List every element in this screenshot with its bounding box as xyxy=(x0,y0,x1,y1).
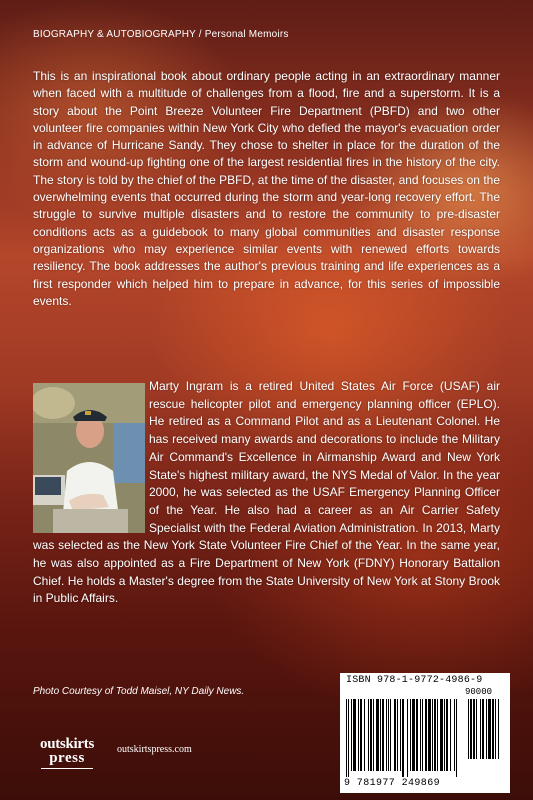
author-bio: Marty Ingram is a retired United States Air Force (USAF) air rescue helicopter pilot and emergency planning officer (EPLO). He retired as a Command Pilot and as a Lieutenant Colonel. He has received many awards and decorations to include the Military Air Command's Excellence in Airmanship Award and New York State's highest military award, the NYS Medal of Valor. In the year 2000, he was selected as the USAF Emergency Planning Officer of the Year. He also had a career as an Air Carrier Safety Specialist with the Federal Aviation Administration. In 2013, Marty was selected as the New York State Volunteer Fire Chief of the Year. In the same year, he was also appointed as a Fire Department of New York (FDNY) Honorary Battalion Chief. He holds a Master's degree from the State University of New York at Stony Brook in Public Affairs. xyxy=(33,379,500,606)
ean-digits: 9 781977 249869 xyxy=(344,778,441,789)
isbn-number: ISBN 978-1-9772-4986-9 xyxy=(346,675,483,686)
book-description: This is an inspirational book about ordinary people acting in an extraordinary manner when faced with a multitude of challenges from a flood, fire and a superstorm. It is a story about the Point Breeze Volunteer Fire Department (PBFD) and two other volunteer fire companies within New York City who defied the mayor's evacuation order in advance of Hurricane Sandy. They chose to shelter in place for the duration of the storm and wound-up fighting one of the largest residential fires in the history of the city. The story is told by the chief of the PBFD, at the time of the disaster, and focuses on the overwhelming events that occurred during the storm and year-long recovery effort. The struggle to survive multiple disasters and to restore the community to pre-disaster conditions acts as a guidebook to many global communities and disaster response organizations who may experience similar events with renewed efforts towards resiliency. The book addresses the author's previous training and life experiences as a first responder which helped him to prepare in advance, for this series of impossible events. xyxy=(33,69,500,308)
publisher-logo-line2: press xyxy=(49,750,85,766)
publisher-url: outskirtspress.com xyxy=(117,744,192,755)
addon-bars xyxy=(468,699,504,765)
price-code: 90000 xyxy=(465,687,493,697)
ean-bars xyxy=(346,699,458,777)
publisher-logo-rule xyxy=(41,768,93,769)
publisher-logo-line1: outskirts xyxy=(40,736,94,752)
isbn-barcode xyxy=(340,673,510,793)
photo-credit: Photo Courtesy of Todd Maisel, NY Daily News. xyxy=(33,686,245,697)
publisher-logo xyxy=(33,737,101,769)
category-label: BIOGRAPHY & AUTOBIOGRAPHY / Personal Memoirs xyxy=(33,29,289,40)
